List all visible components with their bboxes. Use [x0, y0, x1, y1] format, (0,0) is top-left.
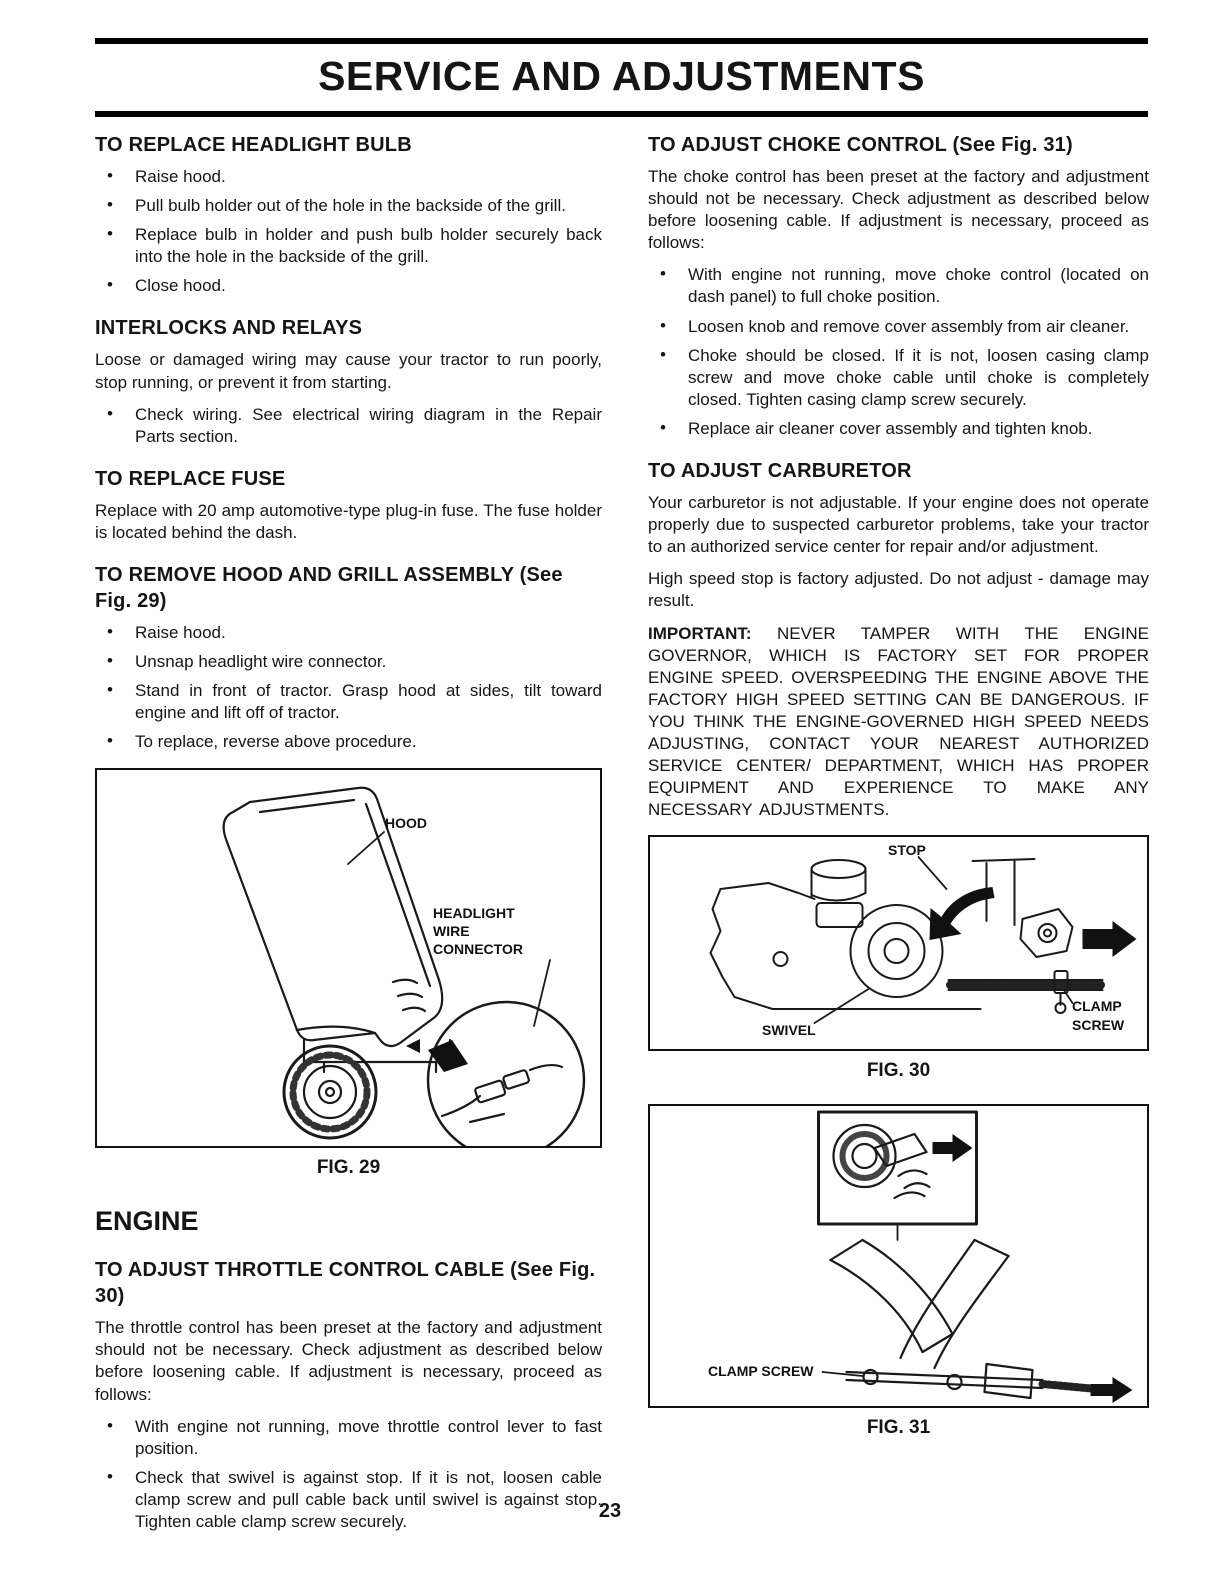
connector-magnifier: [428, 1002, 584, 1146]
hood-label: HOOD: [385, 814, 427, 831]
bullet-item: • With engine not running, move throttle control lever to fast position.: [95, 1416, 602, 1460]
figure-31-box: [648, 1104, 1149, 1408]
section-remove-hood-grill: [95, 562, 602, 753]
section-heading: TO ADJUST CHOKE CONTROL (See Fig. 31): [648, 134, 1073, 156]
bullet-list: [95, 622, 602, 753]
important-label: IMPORTANT:: [648, 623, 752, 643]
figure-29-box: [95, 768, 602, 1148]
figure-30-box: [648, 835, 1149, 1051]
bullet-item: • With engine not running, move choke control (located on dash panel) to full choke position.: [648, 264, 1149, 308]
page-number: 23: [598, 1500, 622, 1522]
clamp-screw-label: CLAMP SCREW: [1072, 998, 1125, 1033]
section-heading: INTERLOCKS AND RELAYS: [95, 317, 363, 340]
bullet-list: [95, 404, 602, 448]
right-column: [648, 132, 1149, 1445]
page-title: SERVICE AND ADJUSTMENTS: [318, 53, 925, 99]
casing-clamp: [847, 1364, 1097, 1398]
throttle-cable: [949, 980, 1103, 990]
bullet-item: • Pull bulb holder out of the hole in the backside of the grill.: [95, 195, 602, 217]
bullet-item: • Check that swivel is against stop. If it is not, loosen cable clamp screw and pull cable back until swivel is against stop. Tighten cable clamp screw securely.: [95, 1467, 602, 1533]
bullet-item: • To replace, reverse above procedure.: [95, 731, 602, 753]
paragraph: Replace with 20 amp automotive-type plug-in fuse. The fuse holder is located behind the dash.: [95, 500, 602, 542]
stop-bracket: [1021, 909, 1073, 957]
section-adjust-throttle-cable: [95, 1257, 602, 1533]
bullet-item: • Replace air cleaner cover assembly and tighten knob.: [648, 418, 1149, 440]
figure-30: [648, 835, 1149, 1084]
cable-direction-arrow: [1091, 1377, 1133, 1403]
paragraph: The throttle control has been preset at the factory and adjustment should not be necessary. Check adjustment as described below before loosening cable. If adjustment is necessary, proceed as follows:: [95, 1318, 602, 1404]
stop-label: STOP: [888, 842, 926, 859]
clamp-screw-label: CLAMP SCREW: [708, 1363, 814, 1380]
swivel-label: SWIVEL: [762, 1022, 816, 1039]
bullet-list: [95, 166, 602, 297]
bullet-item: • Replace bulb in holder and push bulb holder securely back into the hole in the backside of the grill.: [95, 224, 602, 268]
title-underline-rule: [95, 111, 1148, 117]
section-replace-fuse: [95, 466, 602, 544]
masthead: [95, 38, 1148, 117]
bullet-item: • Loosen knob and remove cover assembly from air cleaner.: [648, 316, 1149, 338]
important-text: NEVER TAMPER WITH THE ENGINE GOVERNOR, WHICH IS FACTORY SET FOR PROPER ENGINE SPEED. OVERSPEEDING THE ENGINE ABOVE THE FACTORY HIGH SPEED SETTING CAN BE DANGEROUS. IF YOU THINK THE ENGINE-GOVERNED HIGH SPEED NEEDS ADJUSTING, CONTACT YOUR NEAREST AUTHORIZED SERVICE CENTER/ DEPARTMENT, WHICH HAS PROPER EQUIPMENT AND EXPERIENCE TO MAKE ANY NECESSARY ADJUSTMENTS.: [648, 623, 1149, 820]
engine-heading: ENGINE: [95, 1206, 199, 1237]
section-interlocks-and-relays: [95, 315, 602, 447]
choke-inset: [819, 1112, 977, 1224]
section-adjust-carburetor: [648, 458, 1149, 821]
bullet-item: • Unsnap headlight wire connector.: [95, 651, 602, 673]
section-heading: TO REPLACE HEADLIGHT BULB: [95, 134, 412, 156]
paragraph: Loose or damaged wiring may cause your tractor to run poorly, stop running, or prevent it from starting.: [95, 350, 602, 392]
swivel-pulley: [851, 905, 943, 997]
front-wheel: [284, 1046, 376, 1138]
figure-29: [95, 768, 602, 1181]
figure-30-caption: FIG. 30: [866, 1060, 931, 1082]
bullet-item: • Stand in front of tractor. Grasp hood at sides, tilt toward engine and lift off of tractor.: [95, 680, 602, 724]
section-heading: TO REMOVE HOOD AND GRILL ASSEMBLY (See Fig. 29): [95, 564, 563, 613]
choke-direction-arrow: [933, 1134, 973, 1162]
bullet-item: • Raise hood.: [95, 622, 602, 644]
headlight-wire-connector-label: HEADLIGHT WIRE CONNECTOR: [433, 904, 523, 957]
bullet-item: • Check wiring. See electrical wiring diagram in the Repair Parts section.: [95, 404, 602, 448]
important-notice: [648, 623, 1149, 822]
section-heading: TO REPLACE FUSE: [95, 467, 286, 490]
figure-31: [648, 1104, 1149, 1441]
paragraph: Your carburetor is not adjustable. If your engine does not operate properly due to suspected carburetor problems, take your tractor to an authorized service center for repair and/or adjustment.: [648, 493, 1149, 557]
figure-31-drawing: [650, 1106, 1147, 1406]
section-replace-headlight-bulb: [95, 132, 602, 297]
bullet-list: [648, 264, 1149, 440]
pull-direction-arrow: [1083, 921, 1137, 957]
bullet-item: • Raise hood.: [95, 166, 602, 188]
magnifier-wedge: [428, 1040, 468, 1072]
paragraph: High speed stop is factory adjusted. Do not adjust - damage may result.: [648, 569, 1149, 611]
bullet-item: • Close hood.: [95, 275, 602, 297]
top-rule: [95, 38, 1148, 44]
section-heading: TO ADJUST THROTTLE CONTROL CABLE (See Fig. 30): [95, 1259, 596, 1308]
figure-29-caption: FIG. 29: [316, 1156, 381, 1178]
section-heading: TO ADJUST CARBURETOR: [648, 460, 912, 483]
paragraph: The choke control has been preset at the factory and adjustment should not be necessary. Check adjustment as described below before loosening cable. If adjustment is necessary, proceed as follows:: [648, 167, 1149, 253]
bullet-item: • Choke should be closed. If it is not, loosen casing clamp screw and move choke cable until choke is completely closed. Tighten casing clamp screw securely.: [648, 345, 1149, 411]
intake-tubes: [831, 1240, 1009, 1368]
figure-31-caption: FIG. 31: [866, 1417, 931, 1439]
air-cleaner: [812, 860, 866, 927]
section-adjust-choke-control: [648, 132, 1149, 440]
left-column: [95, 132, 602, 1545]
stop-arrow: [930, 887, 995, 940]
